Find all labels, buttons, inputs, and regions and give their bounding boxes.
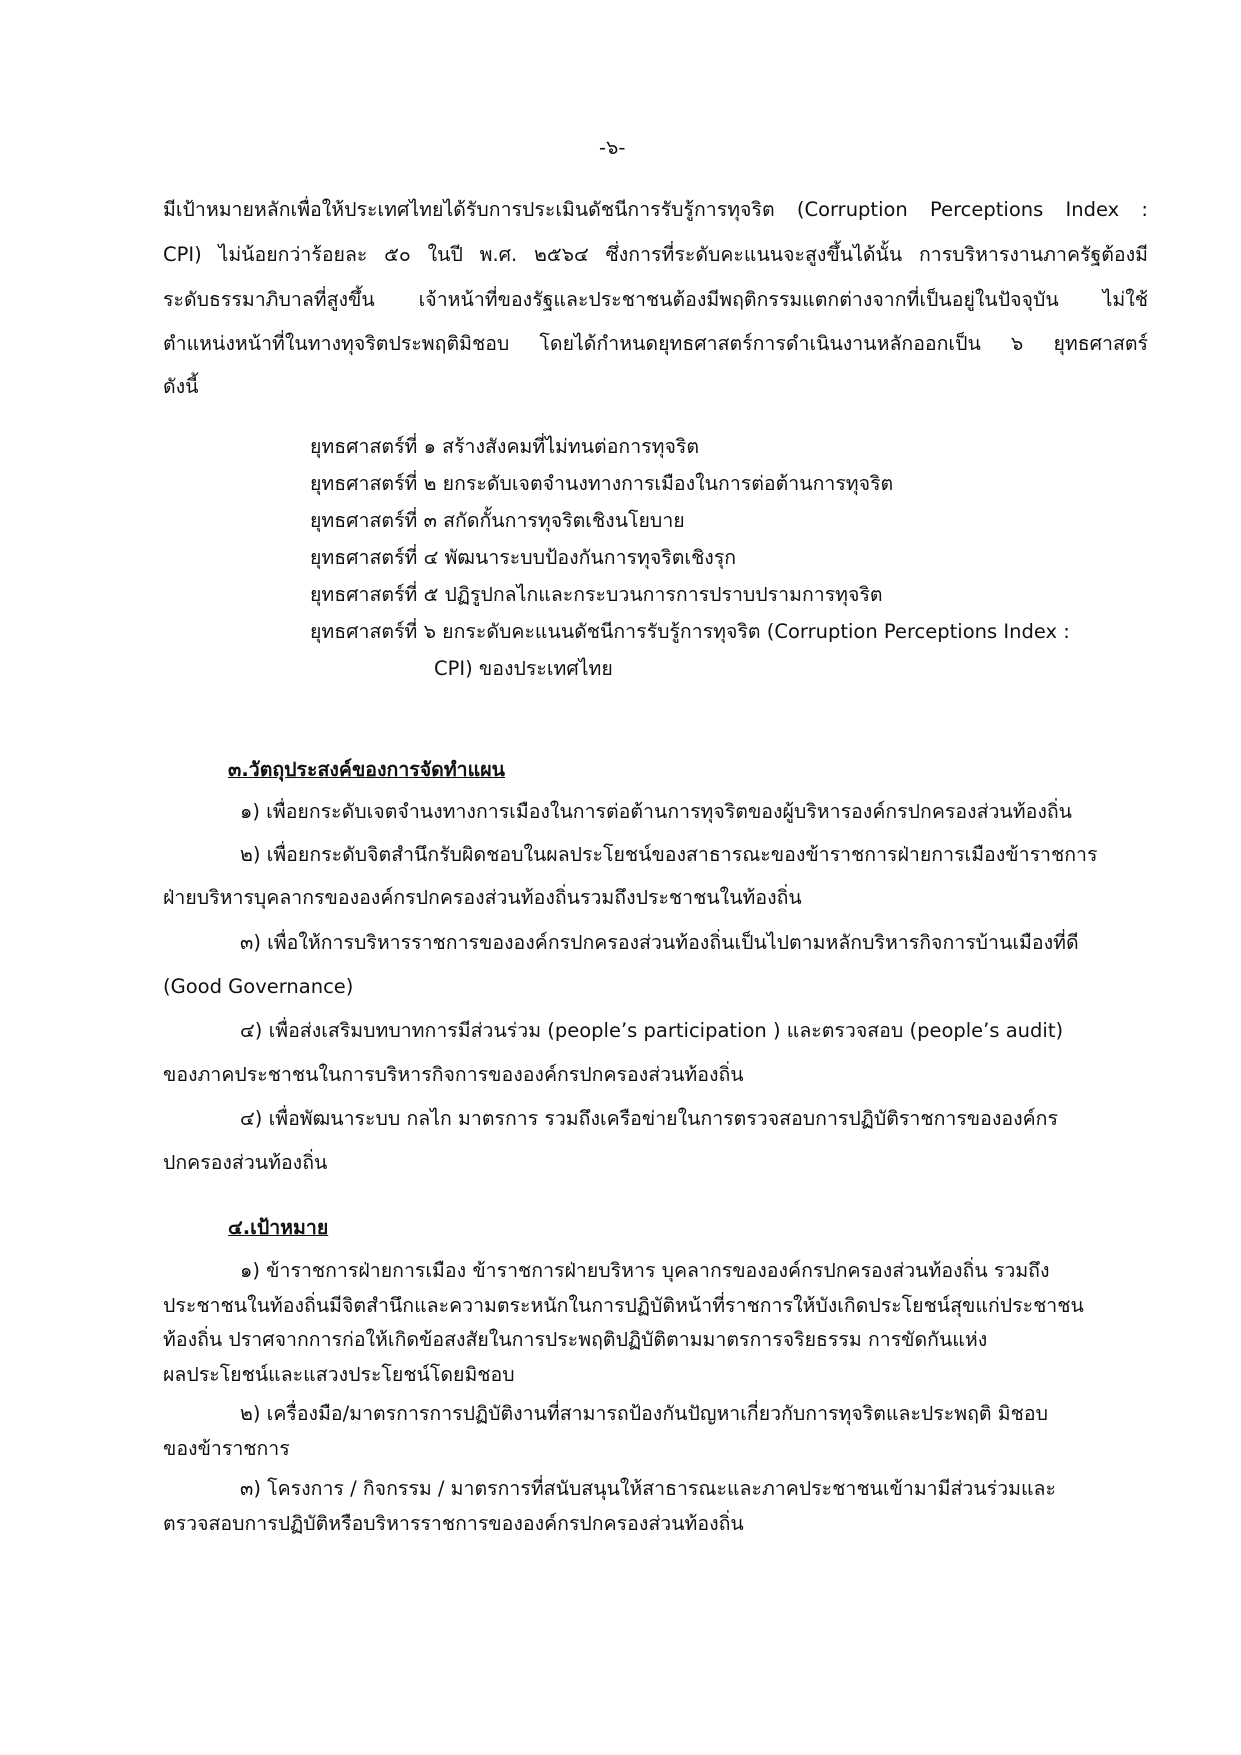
section4-line-5: ๒) เครื่องมือ/มาตรการการปฏิบัติงานที่สามารถป้องกันปัญหาเกี่ยวกับการทุจริตและประพฤติ มิชอบ bbox=[240, 1402, 1048, 1425]
section4-line-1: ๑) ข้าราชการฝ่ายการเมือง ข้าราชการฝ่ายบริหาร บุคลากรขององค์กรปกครองส่วนท้องถิ่น รวมถึง bbox=[240, 1259, 1050, 1282]
strategy-5: ยุทธศาสตร์ที่ ๕ ปฏิรูปกลไกและกระบวนการการปราบปรามการทุจริต bbox=[310, 583, 883, 606]
section3-line-5: (Good Governance) bbox=[163, 975, 354, 998]
section4-line-2: ประชาชนในท้องถิ่นมีจิตสำนึกและความตระหนักในการปฏิบัติหน้าที่ราชการให้บังเกิดประโยชน์สุขแก่ประชาชน bbox=[163, 1294, 1084, 1317]
strategy-6: ยุทธศาสตร์ที่ ๖ ยกระดับคะแนนดัชนีการรับรู้การทุจริต (Corruption Perceptions Index : bbox=[310, 620, 1070, 643]
section3-line-6: ๔) เพื่อส่งเสริมบทบาทการมีส่วนร่วม (people’s participation ) และตรวจสอบ (people’s audit) bbox=[240, 1019, 1064, 1042]
strategy-1: ยุทธศาสตร์ที่ ๑ สร้างสังคมที่ไม่ทนต่อการทุจริต bbox=[310, 435, 700, 458]
intro-line-3: ระดับธรรมาภิบาลที่สูงขึ้น เจ้าหน้าที่ของรัฐและประชาชนต้องมีพฤติกรรมแตกต่างจากที่เป็นอยู่ในปัจจุบัน ไม่ใช้ bbox=[163, 288, 1148, 311]
strategy-2: ยุทธศาสตร์ที่ ๒ ยกระดับเจตจำนงทางการเมืองในการต่อต้านการทุจริต bbox=[310, 472, 894, 495]
strategy-3: ยุทธศาสตร์ที่ ๓ สกัดกั้นการทุจริตเชิงนโยบาย bbox=[310, 509, 685, 532]
section4-line-3: ท้องถิ่น ปราศจากการก่อให้เกิดข้อสงสัยในการประพฤติปฏิบัติตามมาตรการจริยธรรม การขัดกันแห่ง bbox=[163, 1328, 988, 1351]
strategy-4: ยุทธศาสตร์ที่ ๔ พัฒนาระบบป้องกันการทุจริตเชิงรุก bbox=[310, 546, 737, 569]
section4-line-6: ของข้าราชการ bbox=[163, 1437, 290, 1460]
strategy-6-cont: CPI) ของประเทศไทย bbox=[434, 657, 613, 680]
intro-line-4: ตำแหน่งหน้าที่ในทางทุจริตประพฤติมิชอบ โดยได้กำหนดยุทธศาสตร์การดำเนินงานหลักออกเป็น ๖ ยุทธศาสตร์ bbox=[163, 332, 1148, 355]
section4-line-7: ๓) โครงการ / กิจกรรม / มาตรการที่สนับสนุนให้สาธารณะและภาคประชาชนเข้ามามีส่วนร่วมและ bbox=[240, 1477, 1056, 1500]
section3-line-9: ปกครองส่วนท้องถิ่น bbox=[163, 1151, 328, 1174]
page-number: -๖- bbox=[599, 136, 626, 159]
intro-line-5: ดังนี้ bbox=[163, 375, 199, 398]
section3-line-2: ๒) เพื่อยกระดับจิตสำนึกรับผิดชอบในผลประโยชน์ของสาธารณะของข้าราชการฝ่ายการเมืองข้าราชการ bbox=[240, 843, 1098, 866]
intro-line-1: มีเป้าหมายหลักเพื่อให้ประเทศไทยได้รับการประเมินดัชนีการรับรู้การทุจริต (Corruption Perceptions Index : bbox=[163, 198, 1148, 221]
section3-line-3: ฝ่ายบริหารบุคลากรขององค์กรปกครองส่วนท้องถิ่นรวมถึงประชาชนในท้องถิ่น bbox=[163, 886, 802, 909]
section3-heading: ๓.วัตถุประสงค์ของการจัดทำแผน bbox=[228, 758, 505, 781]
section4-line-8: ตรวจสอบการปฏิบัติหรือบริหารราชการขององค์กรปกครองส่วนท้องถิ่น bbox=[163, 1512, 744, 1535]
section3-line-8: ๔) เพื่อพัฒนาระบบ กลไก มาตรการ รวมถึงเครือข่ายในการตรวจสอบการปฏิบัติราชการขององค์กร bbox=[240, 1107, 1058, 1130]
section3-line-4: ๓) เพื่อให้การบริหารราชการขององค์กรปกครองส่วนท้องถิ่นเป็นไปตามหลักบริหารกิจการบ้านเมืองที่ดี bbox=[240, 931, 1079, 954]
section4-heading: ๔.เป้าหมาย bbox=[228, 1216, 329, 1239]
section3-line-7: ของภาคประชาชนในการบริหารกิจการขององค์กรปกครองส่วนท้องถิ่น bbox=[163, 1063, 744, 1086]
section3-line-1: ๑) เพื่อยกระดับเจตจำนงทางการเมืองในการต่อต้านการทุจริตของผู้บริหารองค์กรปกครองส่วนท้องถิ่น bbox=[240, 800, 1072, 823]
section4-line-4: ผลประโยชน์และแสวงประโยชน์โดยมิชอบ bbox=[163, 1363, 515, 1386]
intro-line-2: CPI) ไม่น้อยกว่าร้อยละ ๕๐ ในปี พ.ศ. ๒๕๖๔ ซึ่งการที่ระดับคะแนนจะสูงขึ้นได้นั้น การบริหารงานภาครัฐต้องมี bbox=[163, 243, 1148, 266]
